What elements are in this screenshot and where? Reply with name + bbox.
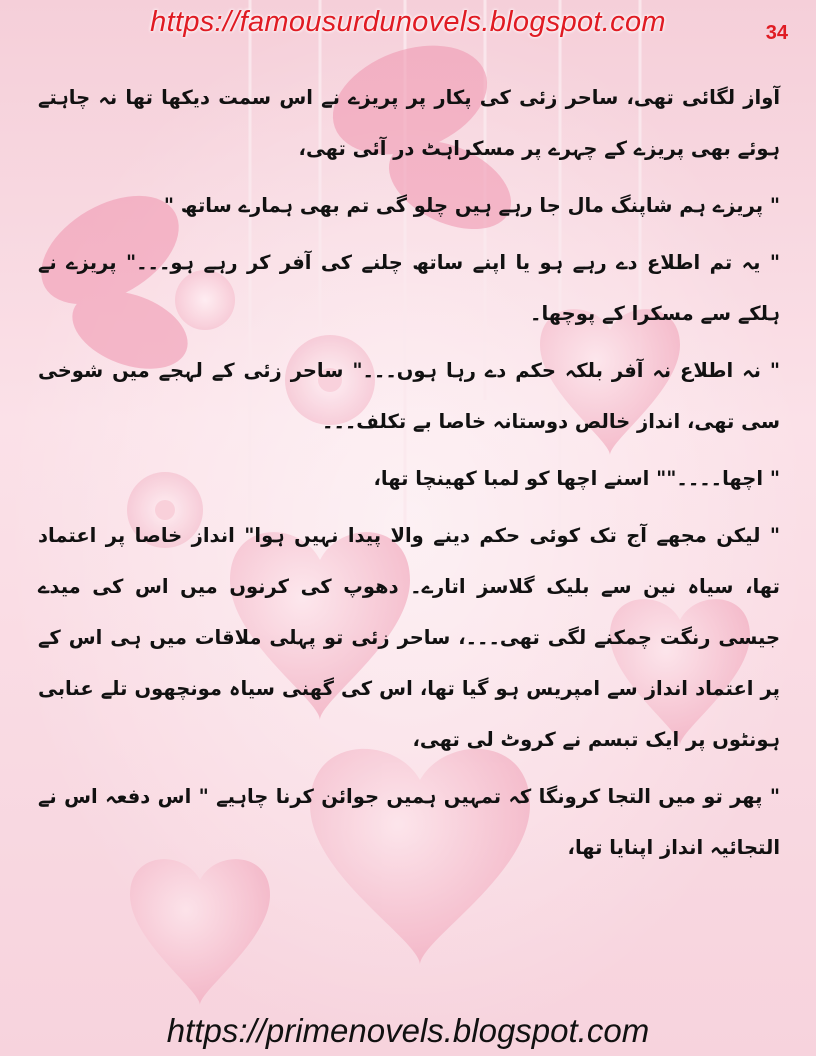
paragraph: " یہ تم اطلاع دے رہے ہو یا اپنے ساتھ چلنے کی آفر کر رہے ہو۔۔۔" پریزے نے ہلکے سے مسکرا کے پوچھا۔: [38, 251, 780, 325]
header-url: https://famousurdunovels.blogspot.com: [150, 6, 666, 38]
paragraph: " نہ اطلاع نہ آفر بلکہ حکم دے رہا ہوں۔۔۔" ساحر زئی کے لہجے میں شوخی سی تھی، انداز خالص دوستانہ خاصا بے تکلف۔۔۔: [38, 359, 780, 433]
paragraph: " پریزے ہم شاپنگ مال جا رہے ہیں چلو گی تم بھی ہمارے ساتھ ": [163, 194, 780, 217]
paragraph: " پھر تو میں التجا کرونگا کہ تمہیں ہمیں جوائن کرنا چاہیے " اس دفعہ اس نے التجائیہ انداز اپنایا تھا،: [38, 785, 780, 859]
paragraph: آواز لگائی تھی، ساحر زئی کی پکار پر پریزے نے اس سمت دیکھا تھا نہ چاہتے ہوئے بھی پریزے کے چہرے پر مسکراہٹ در آئی تھی،: [38, 86, 780, 160]
paragraph: " اچھا۔۔۔۔"" اسنے اچھا کو لمبا کھینچا تھا،: [373, 467, 780, 490]
footer-url: https://primenovels.blogspot.com: [166, 1012, 650, 1049]
paragraph: " لیکن مجھے آج تک کوئی حکم دینے والا پیدا نہیں ہوا" انداز خاصا پر اعتماد تھا، سیاہ نین سے بلیک گلاسز اتارے۔ دھوپ کی کرنوں میں اس کی میدے جیسی رنگت چمکنے لگی تھی۔۔۔، ساحر زئی تو پہلی ملاقات میں ہی اس کے پر اعتماد انداز سے امپریس ہو گیا تھا، اس کی گھنی سیاہ مونچھوں تلے عنابی ہونٹوں پر ایک تبسم نے کروٹ لی تھی،: [38, 524, 780, 751]
novel-text: [38, 72, 780, 879]
page-number: 34: [765, 22, 788, 44]
